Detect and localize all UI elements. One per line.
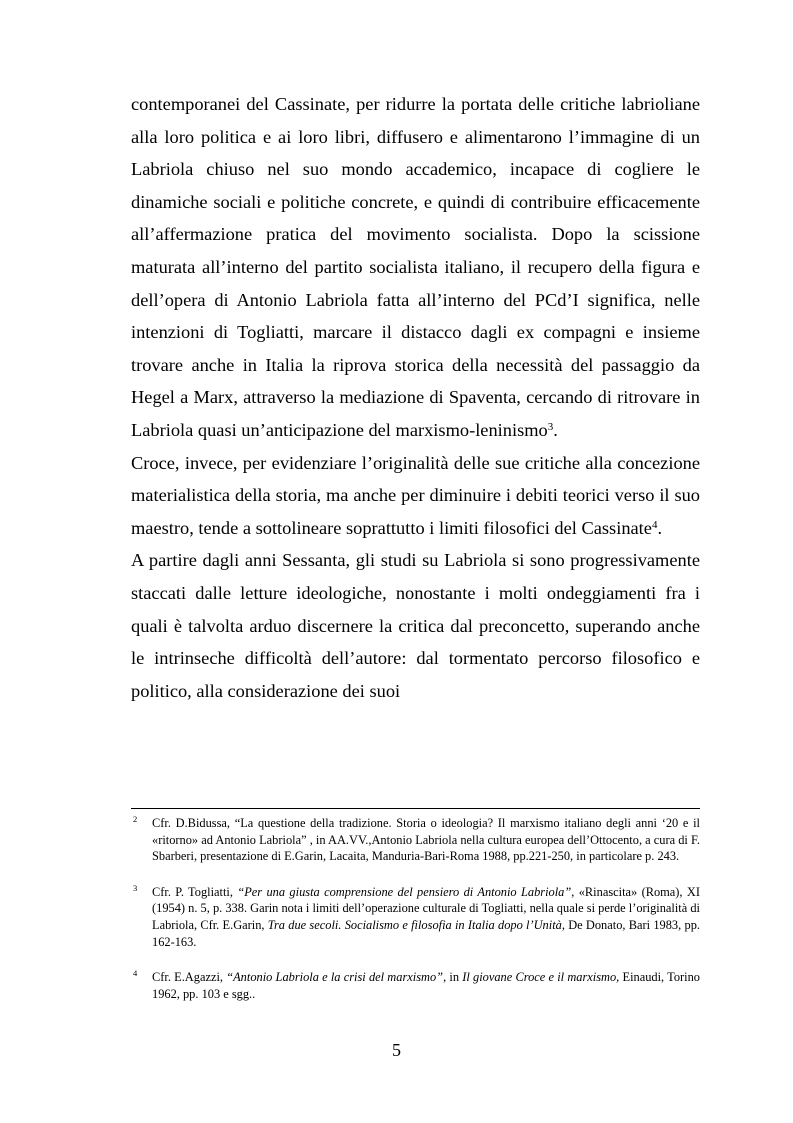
footnote-text: Cfr. D.Bidussa, “La questione della tradizione. Storia o ideologia? Il marxismo italiano degli anni ‘20 e il «ritorno» ad Antonio Labriola” , in AA.VV.,Antonio Labriola nella cultura europea dell’Ottocento, a cura di F. Sbarberi, presentazione di E.Garin, Lacaita, Manduria-Bari-Roma 1988, pp.221-250, in particolare p. 243.	[152, 816, 700, 864]
paragraph-3: A partire dagli anni Sessanta, gli studi su Labriola si sono progressivamente staccati dalle letture ideologiche, nonostante i molti ondeggiamenti fra i quali è talvolta arduo discernere la critica dal preconcetto, superando anche le intrinseche difficoltà dell’autore: dal tormentato percorso filosofico e politico, alla considerazione dei suoi	[131, 550, 700, 701]
paragraph-2-text: Croce, invece, per evidenziare l’originalità delle sue critiche alla concezione materialistica della storia, ma anche per diminuire i debiti teorici verso il suo maestro, tende a sottolineare soprattutto i limiti filosofici del Cassinate	[131, 452, 700, 538]
paragraph-1	[131, 88, 700, 447]
paragraph-1-text: contemporanei del Cassinate, per ridurre la portata delle critiche labrioliane alla loro politica e ai loro libri, diffusero e alimentarono l’immagine di un Labriola chiuso nel suo mondo accademico, incapace di cogliere le dinamiche sociali e politiche concrete, e quindi di contribuire efficacemente all’affermazione pratica del movimento socialista. Dopo la scissione maturata all’interno del partito socialista italiano, il recupero della figura e dell’opera di Antonio Labriola fatta all’interno del PCd’I significa, nelle intenzioni di Togliatti, marcare il distacco dagli ex compagni e insieme trovare anche in Italia la riprova storica della necessità del passaggio da Hegel a Marx, attraverso la mediazione di Spaventa, cercando di ritrovare in Labriola quasi un’anticipazione del marxismo-leninismo	[131, 94, 700, 440]
footnote-2	[131, 815, 700, 865]
footnote-text: Einaudi, Torino 1962, pp. 103 e sgg..	[152, 970, 700, 1001]
paragraph-2	[131, 447, 700, 545]
footnote-3	[131, 884, 700, 950]
footnote-ref-3: 3	[547, 420, 554, 433]
footnote-title: “Per una giusta comprensione del pensiero di Antonio Labriola”	[237, 884, 572, 899]
footnote-text: in	[446, 970, 463, 985]
footnote-number: 2	[133, 814, 138, 824]
footnote-text: , «Rinascita» (Roma), XI (1954) n. 5, p. 338. Garin nota i limiti dell’operazione culturale di Togliatti, nella quale si perde l’originalità di Labriola, Cfr. E.Garin,	[152, 884, 700, 932]
page-number: 5	[392, 1040, 401, 1060]
footnote-divider	[131, 808, 700, 809]
footnote-4	[131, 969, 700, 1002]
footnote-text: Cfr. P. Togliatti,	[152, 884, 238, 899]
footnote-ref-4: 4	[651, 518, 658, 531]
footnote-number: 4	[133, 968, 138, 979]
footnotes	[131, 815, 700, 1021]
footnote-title: Il giovane Croce e il marxismo,	[462, 970, 620, 985]
paragraph-2-end: .	[657, 517, 663, 538]
body-text	[131, 88, 700, 707]
footnote-title: Tra due secoli. Socialismo e filosofia in Italia dopo l’Unità,	[267, 917, 565, 932]
paragraph-1-end: .	[553, 419, 558, 440]
footnote-title: “Antonio Labriola e la crisi del marxismo”,	[226, 970, 447, 985]
footnote-text: Cfr. E.Agazzi,	[152, 970, 227, 985]
footnote-number: 3	[133, 882, 138, 893]
footnote-text: De Donato, Bari 1983, pp. 162-163.	[152, 917, 700, 949]
